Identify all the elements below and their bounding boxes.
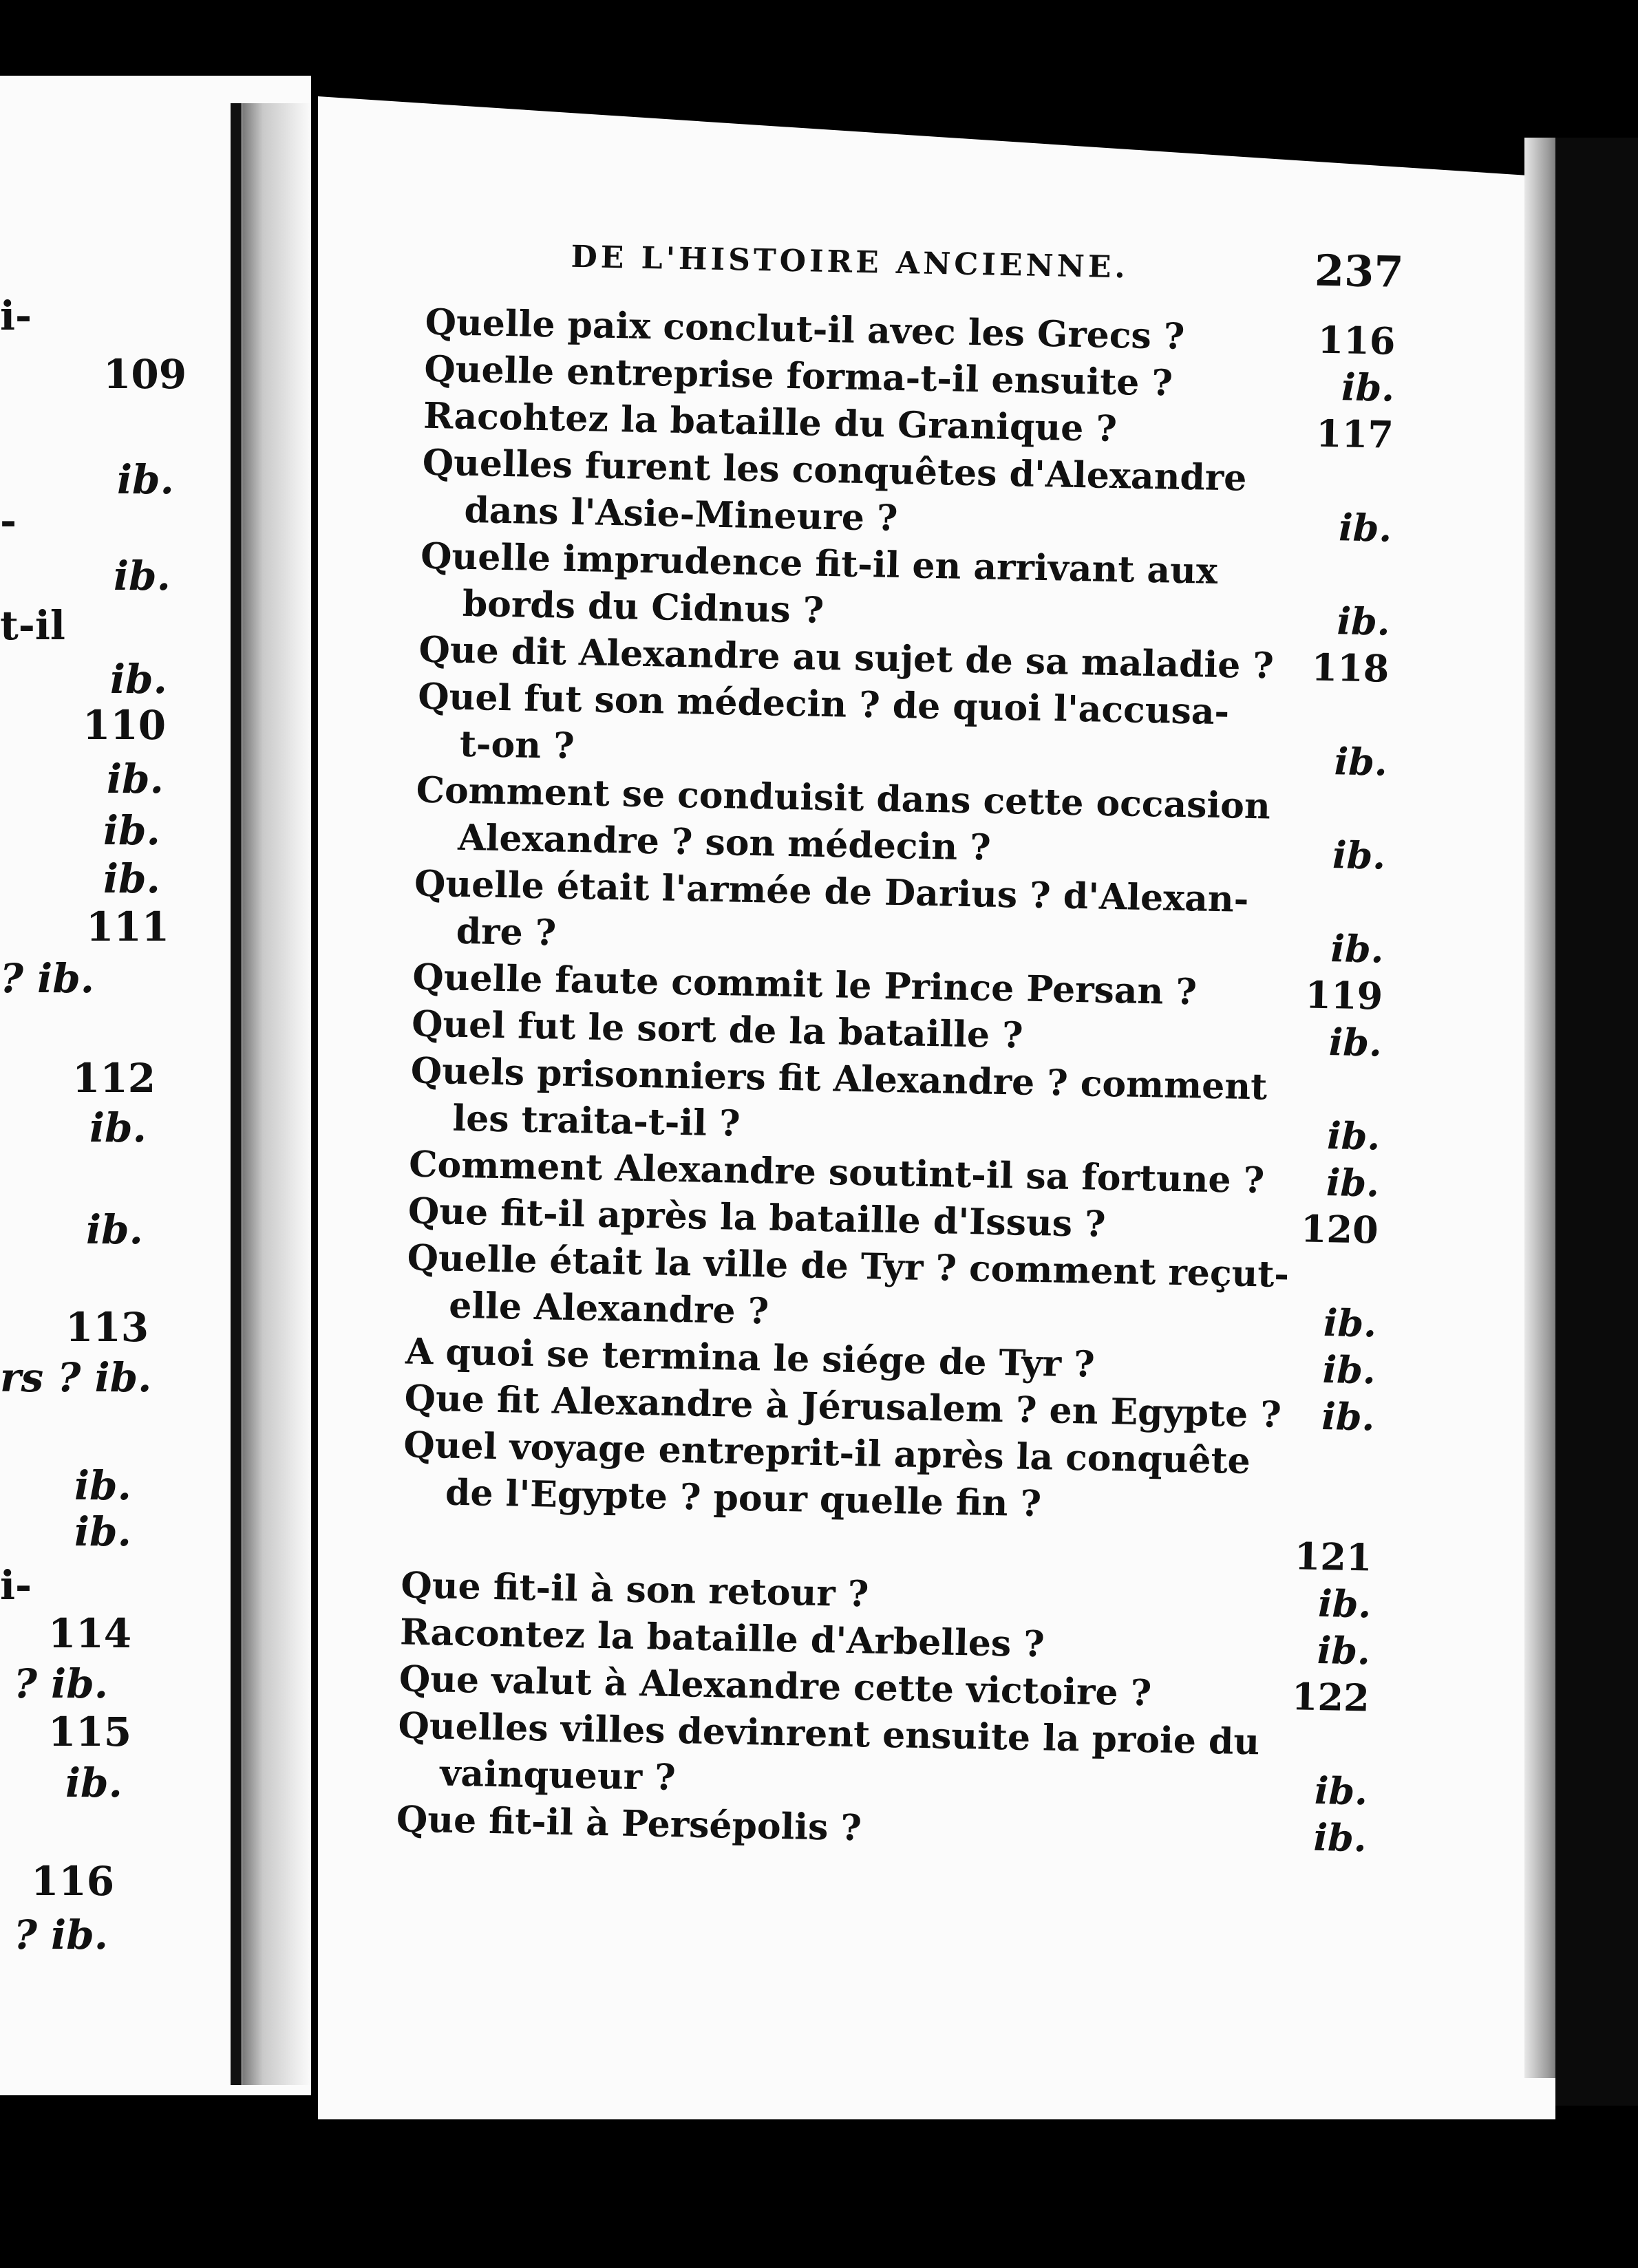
left-fragment: ib. bbox=[74, 1462, 131, 1509]
left-fragment: ib. bbox=[114, 553, 171, 599]
page-reference: ib. bbox=[1317, 1581, 1372, 1627]
page-reference: ib. bbox=[1322, 1347, 1376, 1393]
entry-question: Comment Alexandre soutint-il sa fortune ? ib. bbox=[408, 1143, 1380, 1206]
entry-question: A quoi se termina le siége de Tyr ? ib. bbox=[405, 1330, 1376, 1393]
left-fragment: 113 bbox=[65, 1304, 149, 1351]
left-fragment: ? ib. bbox=[14, 1660, 108, 1707]
entry-continuation: Alexandre ? son médecin ? ib. bbox=[457, 816, 1386, 878]
entry-question: Racohtez la bataille du Granique ? 117 bbox=[423, 394, 1394, 457]
left-fragment: rs ? ib. bbox=[0, 1354, 152, 1401]
page-reference: ib. bbox=[1336, 599, 1391, 644]
entry-question: Quelle entreprise forma-t-il ensuite ? ib. bbox=[423, 347, 1395, 410]
left-fragment: 112 bbox=[72, 1055, 156, 1102]
entry-question: Que fit-il à Persépolis ? ib. bbox=[396, 1798, 1368, 1861]
left-fragment: ? ib. bbox=[0, 955, 94, 1002]
index-entry bbox=[419, 533, 1391, 645]
page-reference: ib. bbox=[1338, 505, 1392, 550]
page-reference: ib. bbox=[1330, 926, 1385, 972]
index-entry bbox=[413, 861, 1385, 973]
page-reference: ib. bbox=[1321, 1394, 1376, 1440]
entry-continuation: elle Alexandre ? ib. bbox=[448, 1284, 1377, 1346]
page-reference: ib. bbox=[1334, 739, 1388, 784]
left-fragment: 109 bbox=[103, 351, 187, 398]
page-reference: ib. bbox=[1317, 1627, 1371, 1673]
left-fragment: ib. bbox=[107, 756, 164, 802]
left-fragment: 116 bbox=[31, 1858, 115, 1905]
page-reference: ib. bbox=[1326, 1160, 1380, 1206]
page-reference: 119 bbox=[1304, 972, 1383, 1018]
entry-question: Quelle paix conclut-il avec les Grecs ? 116 bbox=[425, 301, 1396, 363]
left-fragment: i- bbox=[0, 1562, 32, 1609]
entry-question: Quels prisonniers fit Alexandre ? comment bbox=[410, 1049, 1268, 1109]
page-reference: 117 bbox=[1315, 411, 1394, 457]
entry-continuation: bords du Cidnus ? ib. bbox=[462, 582, 1391, 644]
left-fragment: ib. bbox=[89, 1104, 147, 1151]
question-index bbox=[396, 299, 1396, 1862]
left-fragment: i- bbox=[0, 292, 32, 339]
entry-question: Que fit-il après la bataille d'Issus ? 120 bbox=[407, 1190, 1379, 1252]
entry-question: Quel fut son médecin ? de quoi l'accusa- bbox=[417, 675, 1230, 734]
page-reference: ib. bbox=[1332, 833, 1386, 878]
entry-question: Quelle imprudence fit-il en arrivant aux bbox=[420, 535, 1218, 592]
left-fragment: 110 bbox=[83, 702, 167, 749]
entry-continuation: de l'Egypte ? pour quelle fin ? bbox=[445, 1471, 1042, 1526]
left-fragment: ib. bbox=[103, 855, 160, 902]
page-reference: ib. bbox=[1314, 1768, 1368, 1814]
entry-continuation: vainqueur ? ib. bbox=[439, 1752, 1368, 1814]
left-fragment: t-il bbox=[0, 602, 65, 649]
page-reference: ib. bbox=[1326, 1113, 1381, 1159]
entry-question: Comment se conduisit dans cette occasion bbox=[416, 769, 1271, 828]
left-fragment: ib. bbox=[74, 1508, 131, 1555]
left-fragment: 114 bbox=[48, 1610, 132, 1657]
page-reference: 121 bbox=[1294, 1534, 1373, 1580]
page-reference: 116 bbox=[1317, 317, 1396, 363]
entry-question: Quelles villes devinrent ensuite la proie du bbox=[398, 1704, 1260, 1764]
left-fragment: 111 bbox=[86, 903, 170, 950]
left-fragment: ib. bbox=[117, 456, 174, 503]
entry-continuation: t-on ? ib. bbox=[459, 723, 1388, 784]
entry-question: Racontez la bataille d'Arbelles ? ib. bbox=[399, 1611, 1371, 1673]
entry-question: Que fit Alexandre à Jérusalem ? en Egypte ? ib. bbox=[404, 1377, 1376, 1440]
index-entry bbox=[401, 1422, 1374, 1581]
page-reference: ib. bbox=[1328, 1020, 1383, 1065]
left-fragment: ib. bbox=[65, 1759, 123, 1806]
entry-question: Quelle était la ville de Tyr ? comment reçut- bbox=[407, 1237, 1290, 1296]
index-entry bbox=[415, 767, 1387, 879]
page-reference: ib. bbox=[1313, 1815, 1368, 1861]
page-header bbox=[571, 231, 1404, 302]
entry-question: Quelles furent les conquêtes d'Alexandre bbox=[422, 441, 1247, 500]
page-number: 237 bbox=[1314, 245, 1405, 298]
entry-question: Quelle était l'armée de Darius ? d'Alexan- bbox=[414, 862, 1249, 921]
page-reference: ib. bbox=[1341, 365, 1395, 410]
entry-question: Quel voyage entreprit-il après la conquête bbox=[403, 1424, 1251, 1483]
index-entry bbox=[406, 1234, 1378, 1347]
entry-question: Que fit-il à son retour ? ib. bbox=[400, 1564, 1372, 1627]
entry-question: Quelle faute commit le Prince Persan ? 119 bbox=[412, 956, 1383, 1018]
left-fragment: ib. bbox=[103, 807, 160, 854]
index-entry bbox=[421, 440, 1393, 552]
left-fragment: - bbox=[0, 498, 17, 544]
left-fragment: ib. bbox=[86, 1206, 143, 1253]
page-reference: 122 bbox=[1291, 1674, 1370, 1720]
entry-question: Quel fut le sort de la bataille ? ib. bbox=[411, 1003, 1383, 1065]
page-reference: 118 bbox=[1311, 645, 1390, 691]
index-entry bbox=[410, 1048, 1381, 1160]
entry-continuation: les traita-t-il ? ib. bbox=[451, 1097, 1381, 1159]
entry-continuation: dans l'Asie-Mineure ? ib. bbox=[463, 489, 1392, 550]
left-fragment: ? ib. bbox=[14, 1912, 108, 1958]
entry-question: Que dit Alexandre au sujet de sa maladie ? 118 bbox=[418, 628, 1390, 691]
index-entry bbox=[416, 674, 1388, 786]
running-head: DE L'HISTOIRE ANCIENNE. bbox=[571, 239, 1129, 286]
entry-question: Que valut à Alexandre cette victoire ? 122 bbox=[398, 1658, 1370, 1720]
left-fragment: ib. bbox=[110, 656, 167, 703]
page-reference: ib. bbox=[1323, 1301, 1377, 1346]
left-fragment: 115 bbox=[48, 1709, 132, 1755]
index-entry bbox=[397, 1702, 1369, 1815]
page-reference: 120 bbox=[1300, 1206, 1379, 1252]
entry-continuation: dre ? ib. bbox=[456, 910, 1385, 972]
